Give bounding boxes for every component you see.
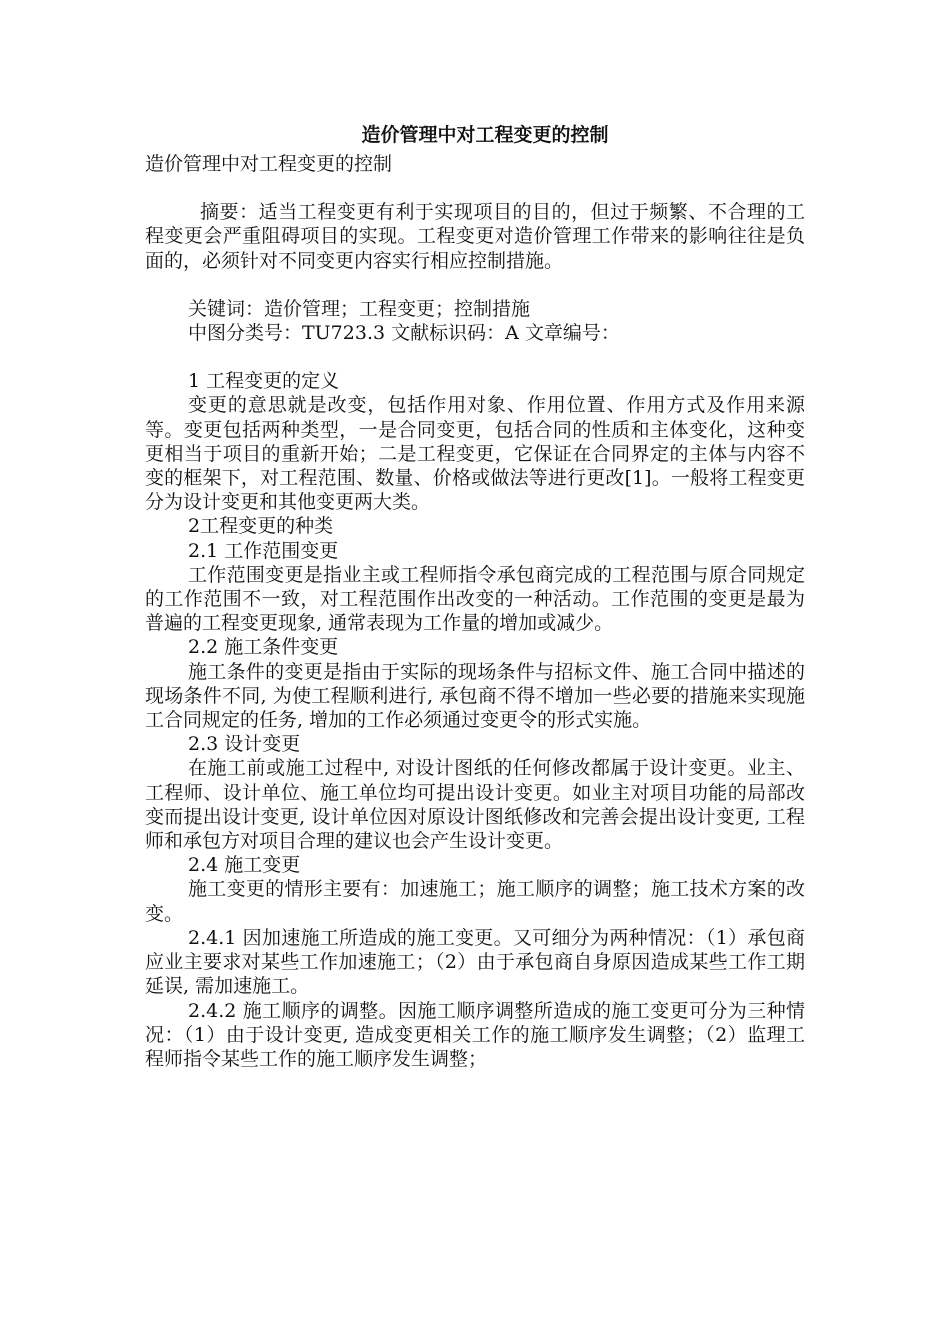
spacer bbox=[145, 176, 805, 200]
section-2-4-body: 施工变更的情形主要有：加速施工；施工顺序的调整；施工技术方案的改变。 bbox=[145, 878, 805, 925]
section-2-1-heading: 2.1 工作范围变更 bbox=[188, 539, 339, 562]
document-title: 造价管理中对工程变更的控制 bbox=[361, 124, 609, 146]
spacer bbox=[145, 345, 805, 369]
section-1-heading: 1 工程变更的定义 bbox=[188, 370, 340, 393]
section-2-4-1-body: 2.4.1 因加速施工所造成的施工变更。又可细分为两种情况：（1）承包商应业主要求对某些工作加速施工；（2）由于承包商自身原因造成某些工作工期延误, 需加速施工。 bbox=[145, 926, 805, 998]
section-2-4-heading: 2.4 施工变更 bbox=[188, 854, 301, 877]
section-2-1-body: 工作范围变更是指业主或工程师指令承包商完成的工程范围与原合同规定的工作范围不一致，对工程范围作出改变的一种活动。工作范围的变更是最为普遍的工程变更现象, 通常表现为工作量的增加或减少。 bbox=[145, 563, 805, 635]
keywords-line: 关键词：造价管理；工程变更；控制措施 bbox=[188, 297, 531, 320]
section-1-body: 变更的意思就是改变，包括作用对象、作用位置、作用方式及作用来源等。变更包括两种类型，一是合同变更，包括合同的性质和主体变化，这种变更相当于项目的重新开始；二是工程变更，它保证在合同界定的主体与内容不变的框架下，对工程范围、数量、价格或做法等进行更改[1]。一般将工程变更分为设计变更和其他变更两大类。 bbox=[145, 394, 805, 514]
classification-line: 中图分类号：TU723.3 文献标识码：A 文章编号： bbox=[188, 322, 620, 345]
section-2-3-body: 在施工前或施工过程中, 对设计图纸的任何修改都属于设计变更。业主、工程师、设计单位、施工单位均可提出设计变更。如业主对项目功能的局部改变而提出设计变更, 设计单位因对原设计图纸修改和完善会提出设计变更, 工程师和承包方对项目合理的建议也会产生设计变更。 bbox=[145, 757, 805, 853]
abstract-paragraph: 摘要：适当工程变更有利于实现项目的目的，但过于频繁、不合理的工程变更会严重阻碍项目的实现。工程变更对造价管理工作带来的影响往往是负面的，必须针对不同变更内容实行相应控制措施。 bbox=[145, 201, 805, 272]
section-2-heading: 2工程变更的种类 bbox=[188, 515, 334, 538]
section-2-2-body: 施工条件的变更是指由于实际的现场条件与招标文件、施工合同中描述的现场条件不同, 为使工程顺利进行, 承包商不得不增加一些必要的措施来实现施工合同规定的任务, 增加的工作必须通过变更令的形式实施。 bbox=[145, 660, 805, 732]
section-2-4-2-body: 2.4.2 施工顺序的调整。因施工顺序调整所造成的施工变更可分为三种情况：（1）由于设计变更, 造成变更相关工作的施工顺序发生调整；（2）监理工程师指令某些工作的施工顺序发生调整； bbox=[145, 999, 805, 1070]
document-subtitle: 造价管理中对工程变更的控制 bbox=[145, 153, 393, 175]
section-2-2-heading: 2.2 施工条件变更 bbox=[188, 636, 339, 659]
spacer bbox=[145, 273, 805, 297]
document-page bbox=[145, 118, 805, 1071]
section-2-3-heading: 2.3 设计变更 bbox=[188, 733, 301, 756]
